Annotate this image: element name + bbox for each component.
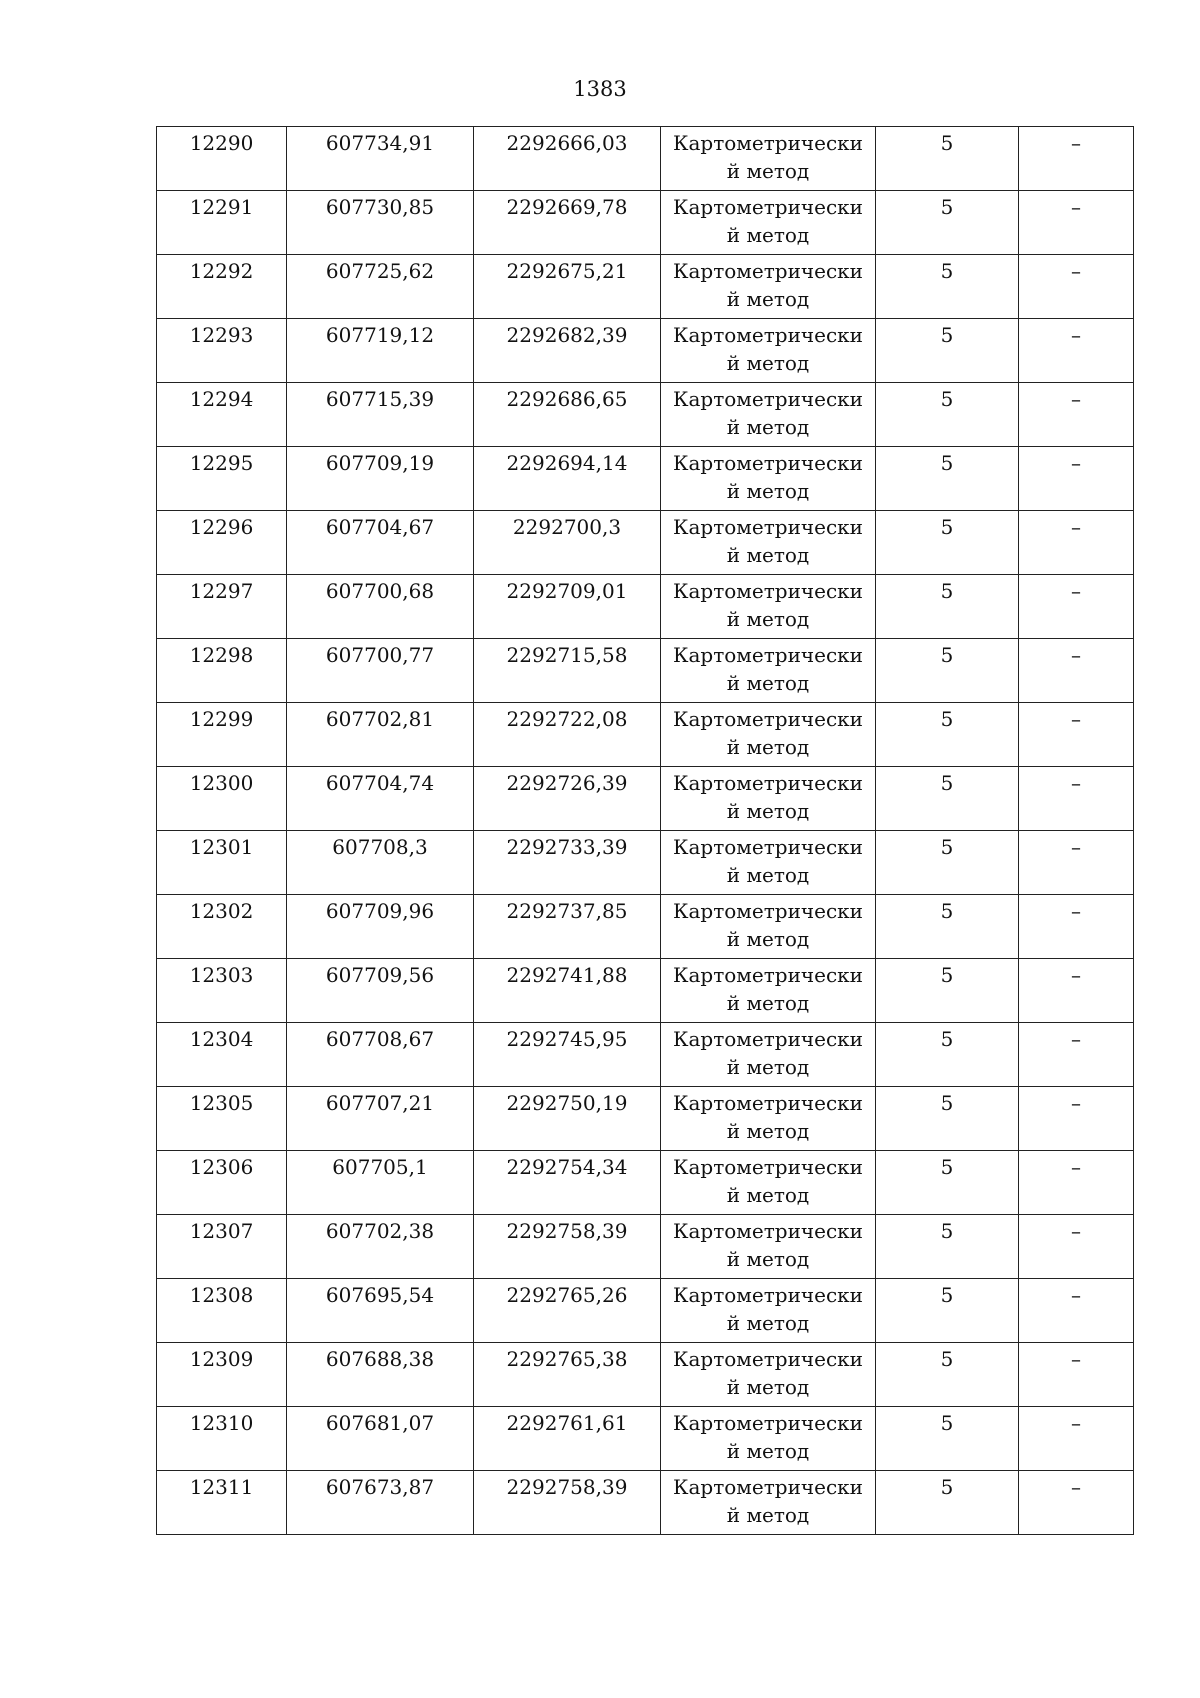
note-cell: –	[1019, 703, 1134, 767]
note-cell: –	[1019, 127, 1134, 191]
method-line-2: й метод	[726, 927, 810, 951]
table-row	[157, 895, 1134, 959]
y-coordinate-cell: 2292726,39	[474, 767, 661, 831]
method-cell	[661, 767, 876, 831]
method-line-2: й метод	[726, 671, 810, 695]
accuracy-cell: 5	[876, 1087, 1019, 1151]
y-coordinate-cell: 2292715,58	[474, 639, 661, 703]
method-cell	[661, 959, 876, 1023]
method-cell	[661, 1023, 876, 1087]
coordinates-table-body	[157, 127, 1134, 1535]
x-coordinate-cell: 607730,85	[287, 191, 474, 255]
method-line-2: й метод	[726, 1311, 810, 1335]
method-line-1: Картометрически	[673, 451, 863, 475]
note-cell: –	[1019, 959, 1134, 1023]
point-number-cell: 12304	[157, 1023, 287, 1087]
note-cell: –	[1019, 895, 1134, 959]
x-coordinate-cell: 607673,87	[287, 1471, 474, 1535]
table-row	[157, 959, 1134, 1023]
point-number-cell: 12292	[157, 255, 287, 319]
x-coordinate-cell: 607708,67	[287, 1023, 474, 1087]
method-line-2: й метод	[726, 479, 810, 503]
table-row	[157, 1279, 1134, 1343]
table-row	[157, 255, 1134, 319]
method-line-2: й метод	[726, 1439, 810, 1463]
y-coordinate-cell: 2292745,95	[474, 1023, 661, 1087]
y-coordinate-cell: 2292686,65	[474, 383, 661, 447]
point-number-cell: 12290	[157, 127, 287, 191]
y-coordinate-cell: 2292758,39	[474, 1215, 661, 1279]
x-coordinate-cell: 607695,54	[287, 1279, 474, 1343]
accuracy-cell: 5	[876, 191, 1019, 255]
y-coordinate-cell: 2292675,21	[474, 255, 661, 319]
method-line-2: й метод	[726, 1119, 810, 1143]
y-coordinate-cell: 2292709,01	[474, 575, 661, 639]
accuracy-cell: 5	[876, 703, 1019, 767]
method-cell	[661, 639, 876, 703]
method-cell	[661, 383, 876, 447]
accuracy-cell: 5	[876, 767, 1019, 831]
accuracy-cell: 5	[876, 1279, 1019, 1343]
table-row	[157, 319, 1134, 383]
table-row	[157, 703, 1134, 767]
point-number-cell: 12307	[157, 1215, 287, 1279]
method-cell	[661, 1087, 876, 1151]
method-line-2: й метод	[726, 223, 810, 247]
method-line-1: Картометрически	[673, 707, 863, 731]
method-line-1: Картометрически	[673, 387, 863, 411]
method-line-2: й метод	[726, 415, 810, 439]
table-row	[157, 1151, 1134, 1215]
table-row	[157, 383, 1134, 447]
x-coordinate-cell: 607719,12	[287, 319, 474, 383]
x-coordinate-cell: 607709,56	[287, 959, 474, 1023]
note-cell: –	[1019, 1087, 1134, 1151]
point-number-cell: 12295	[157, 447, 287, 511]
method-line-1: Картометрически	[673, 1219, 863, 1243]
method-line-1: Картометрически	[673, 1411, 863, 1435]
method-line-1: Картометрически	[673, 771, 863, 795]
table-row	[157, 1471, 1134, 1535]
x-coordinate-cell: 607709,96	[287, 895, 474, 959]
method-line-1: Картометрически	[673, 1475, 863, 1499]
method-line-2: й метод	[726, 863, 810, 887]
accuracy-cell: 5	[876, 511, 1019, 575]
method-line-1: Картометрически	[673, 131, 863, 155]
method-line-1: Картометрически	[673, 579, 863, 603]
point-number-cell: 12302	[157, 895, 287, 959]
y-coordinate-cell: 2292700,3	[474, 511, 661, 575]
accuracy-cell: 5	[876, 1023, 1019, 1087]
method-line-2: й метод	[726, 1183, 810, 1207]
page-number: 1383	[573, 77, 627, 101]
method-line-1: Картометрически	[673, 899, 863, 923]
note-cell: –	[1019, 831, 1134, 895]
method-cell	[661, 703, 876, 767]
method-line-2: й метод	[726, 1055, 810, 1079]
method-cell	[661, 1407, 876, 1471]
method-line-1: Картометрически	[673, 259, 863, 283]
method-line-1: Картометрически	[673, 195, 863, 219]
y-coordinate-cell: 2292694,14	[474, 447, 661, 511]
method-line-2: й метод	[726, 1375, 810, 1399]
note-cell: –	[1019, 255, 1134, 319]
point-number-cell: 12300	[157, 767, 287, 831]
method-line-1: Картометрически	[673, 1283, 863, 1307]
method-cell	[661, 575, 876, 639]
point-number-cell: 12297	[157, 575, 287, 639]
method-cell	[661, 895, 876, 959]
method-cell	[661, 255, 876, 319]
method-line-1: Картометрически	[673, 643, 863, 667]
y-coordinate-cell: 2292737,85	[474, 895, 661, 959]
point-number-cell: 12311	[157, 1471, 287, 1535]
method-line-2: й метод	[726, 607, 810, 631]
point-number-cell: 12293	[157, 319, 287, 383]
x-coordinate-cell: 607707,21	[287, 1087, 474, 1151]
method-line-1: Картометрически	[673, 1091, 863, 1115]
method-line-1: Картометрически	[673, 515, 863, 539]
accuracy-cell: 5	[876, 959, 1019, 1023]
method-cell	[661, 1215, 876, 1279]
point-number-cell: 12296	[157, 511, 287, 575]
y-coordinate-cell: 2292758,39	[474, 1471, 661, 1535]
method-line-2: й метод	[726, 351, 810, 375]
y-coordinate-cell: 2292666,03	[474, 127, 661, 191]
table-row	[157, 1023, 1134, 1087]
note-cell: –	[1019, 383, 1134, 447]
method-line-2: й метод	[726, 1247, 810, 1271]
x-coordinate-cell: 607700,68	[287, 575, 474, 639]
table-row	[157, 1215, 1134, 1279]
table-row	[157, 575, 1134, 639]
accuracy-cell: 5	[876, 1471, 1019, 1535]
method-cell	[661, 127, 876, 191]
x-coordinate-cell: 607688,38	[287, 1343, 474, 1407]
accuracy-cell: 5	[876, 319, 1019, 383]
x-coordinate-cell: 607681,07	[287, 1407, 474, 1471]
x-coordinate-cell: 607705,1	[287, 1151, 474, 1215]
point-number-cell: 12310	[157, 1407, 287, 1471]
table-row	[157, 831, 1134, 895]
method-cell	[661, 1471, 876, 1535]
point-number-cell: 12298	[157, 639, 287, 703]
method-line-2: й метод	[726, 735, 810, 759]
y-coordinate-cell: 2292765,26	[474, 1279, 661, 1343]
note-cell: –	[1019, 511, 1134, 575]
x-coordinate-cell: 607708,3	[287, 831, 474, 895]
point-number-cell: 12301	[157, 831, 287, 895]
method-cell	[661, 1343, 876, 1407]
accuracy-cell: 5	[876, 383, 1019, 447]
accuracy-cell: 5	[876, 895, 1019, 959]
method-line-2: й метод	[726, 991, 810, 1015]
method-line-1: Картометрически	[673, 835, 863, 859]
method-cell	[661, 511, 876, 575]
x-coordinate-cell: 607734,91	[287, 127, 474, 191]
y-coordinate-cell: 2292761,61	[474, 1407, 661, 1471]
method-line-1: Картометрически	[673, 1155, 863, 1179]
y-coordinate-cell: 2292754,34	[474, 1151, 661, 1215]
accuracy-cell: 5	[876, 575, 1019, 639]
y-coordinate-cell: 2292750,19	[474, 1087, 661, 1151]
x-coordinate-cell: 607700,77	[287, 639, 474, 703]
note-cell: –	[1019, 191, 1134, 255]
note-cell: –	[1019, 767, 1134, 831]
accuracy-cell: 5	[876, 639, 1019, 703]
note-cell: –	[1019, 447, 1134, 511]
table-row	[157, 1087, 1134, 1151]
y-coordinate-cell: 2292669,78	[474, 191, 661, 255]
method-cell	[661, 1151, 876, 1215]
table-row	[157, 447, 1134, 511]
point-number-cell: 12309	[157, 1343, 287, 1407]
point-number-cell: 12303	[157, 959, 287, 1023]
point-number-cell: 12291	[157, 191, 287, 255]
table-row	[157, 1407, 1134, 1471]
note-cell: –	[1019, 1151, 1134, 1215]
note-cell: –	[1019, 319, 1134, 383]
y-coordinate-cell: 2292722,08	[474, 703, 661, 767]
accuracy-cell: 5	[876, 447, 1019, 511]
note-cell: –	[1019, 1279, 1134, 1343]
method-line-2: й метод	[726, 799, 810, 823]
note-cell: –	[1019, 1343, 1134, 1407]
note-cell: –	[1019, 1023, 1134, 1087]
x-coordinate-cell: 607715,39	[287, 383, 474, 447]
point-number-cell: 12299	[157, 703, 287, 767]
accuracy-cell: 5	[876, 1215, 1019, 1279]
point-number-cell: 12308	[157, 1279, 287, 1343]
method-line-2: й метод	[726, 287, 810, 311]
x-coordinate-cell: 607725,62	[287, 255, 474, 319]
x-coordinate-cell: 607709,19	[287, 447, 474, 511]
table-row	[157, 511, 1134, 575]
point-number-cell: 12294	[157, 383, 287, 447]
note-cell: –	[1019, 639, 1134, 703]
accuracy-cell: 5	[876, 255, 1019, 319]
x-coordinate-cell: 607702,38	[287, 1215, 474, 1279]
note-cell: –	[1019, 1215, 1134, 1279]
method-cell	[661, 447, 876, 511]
method-cell	[661, 1279, 876, 1343]
method-line-1: Картометрически	[673, 323, 863, 347]
accuracy-cell: 5	[876, 1151, 1019, 1215]
method-line-2: й метод	[726, 1503, 810, 1527]
method-line-1: Картометрически	[673, 1027, 863, 1051]
y-coordinate-cell: 2292765,38	[474, 1343, 661, 1407]
y-coordinate-cell: 2292741,88	[474, 959, 661, 1023]
note-cell: –	[1019, 575, 1134, 639]
y-coordinate-cell: 2292733,39	[474, 831, 661, 895]
note-cell: –	[1019, 1471, 1134, 1535]
accuracy-cell: 5	[876, 1407, 1019, 1471]
accuracy-cell: 5	[876, 831, 1019, 895]
table-row	[157, 191, 1134, 255]
method-cell	[661, 319, 876, 383]
accuracy-cell: 5	[876, 1343, 1019, 1407]
table-row	[157, 639, 1134, 703]
y-coordinate-cell: 2292682,39	[474, 319, 661, 383]
table-row	[157, 767, 1134, 831]
note-cell: –	[1019, 1407, 1134, 1471]
x-coordinate-cell: 607704,74	[287, 767, 474, 831]
method-line-1: Картометрически	[673, 963, 863, 987]
accuracy-cell: 5	[876, 127, 1019, 191]
method-line-2: й метод	[726, 159, 810, 183]
method-cell	[661, 831, 876, 895]
table-row	[157, 1343, 1134, 1407]
point-number-cell: 12306	[157, 1151, 287, 1215]
table-row	[157, 127, 1134, 191]
method-cell	[661, 191, 876, 255]
x-coordinate-cell: 607704,67	[287, 511, 474, 575]
coordinates-table	[156, 126, 1134, 1535]
x-coordinate-cell: 607702,81	[287, 703, 474, 767]
method-line-1: Картометрически	[673, 1347, 863, 1371]
point-number-cell: 12305	[157, 1087, 287, 1151]
method-line-2: й метод	[726, 543, 810, 567]
